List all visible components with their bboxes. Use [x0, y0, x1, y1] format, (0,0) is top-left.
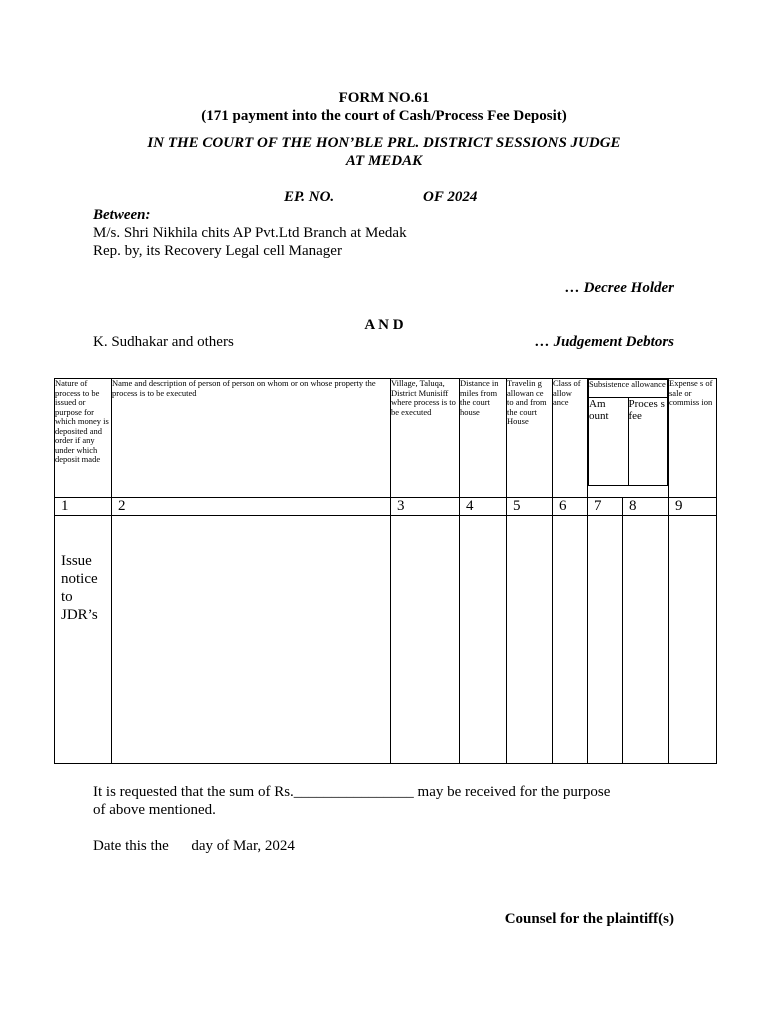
- court-title-line1: IN THE COURT OF THE HON’BLE PRL. DISTRICT SESSIONS JUDGE: [147, 135, 621, 151]
- column-number: 2: [112, 498, 391, 516]
- request-text-line2: of above mentioned.: [93, 802, 216, 818]
- header-person-description: Name and description of person of person on whom or on whose property the process is to be executed: [112, 379, 391, 498]
- column-number: 9: [669, 498, 717, 516]
- column-number: 7: [588, 498, 623, 516]
- header-village-taluqa: Village, Taluqa, District Munisiff where process is to be executed: [391, 379, 460, 498]
- decree-holder-representative: Rep. by, its Recovery Legal cell Manager: [93, 243, 342, 259]
- and-separator: A N D: [364, 317, 404, 333]
- request-text-line1: It is requested that the sum of Rs.________________ may be received for the purpose: [93, 784, 611, 800]
- ep-number-label: EP. NO.: [284, 189, 335, 205]
- date-line: Date this the day of Mar, 2024: [93, 838, 295, 854]
- table-cell: [391, 516, 460, 764]
- column-number: 8: [623, 498, 669, 516]
- court-title-line2: AT MEDAK: [345, 153, 423, 169]
- process-nature-cell: Issue notice to JDR’s: [55, 516, 112, 764]
- column-number: 5: [507, 498, 553, 516]
- header-distance: Distance in miles from the court house: [460, 379, 507, 498]
- table-cell: [669, 516, 717, 764]
- judgement-debtor-name: K. Sudhakar and others: [93, 334, 234, 350]
- table-cell: [112, 516, 391, 764]
- between-label: Between:: [93, 207, 151, 223]
- judgement-debtors-label: … Judgement Debtors: [534, 334, 674, 350]
- column-number: 4: [460, 498, 507, 516]
- column-number: 1: [55, 498, 112, 516]
- header-class-of-allowance: Class of allow ance: [553, 379, 588, 498]
- ep-year: OF 2024: [423, 189, 478, 205]
- decree-holder-label: … Decree Holder: [564, 280, 674, 296]
- decree-holder-name: M/s. Shri Nikhila chits AP Pvt.Ltd Branch at Medak: [93, 225, 407, 241]
- column-number: 6: [553, 498, 588, 516]
- header-travelling-allowance: Travelin g allowan ce to and from the court House: [507, 379, 553, 498]
- header-subsistence-allowance-group: [588, 379, 669, 498]
- column-number: 3: [391, 498, 460, 516]
- table-cell: [588, 516, 623, 764]
- table-cell: [507, 516, 553, 764]
- counsel-signature-label: Counsel for the plaintiff(s): [504, 911, 674, 927]
- header-process-fee: Proces s fee: [628, 398, 668, 486]
- header-expenses-of-sale: Expense s of sale or commiss ion: [669, 379, 717, 498]
- table-cell: [460, 516, 507, 764]
- form-subtitle: (171 payment into the court of Cash/Process Fee Deposit): [201, 108, 567, 124]
- table-cell: [553, 516, 588, 764]
- deposit-form-table: [54, 378, 717, 764]
- form-number: FORM NO.61: [338, 90, 430, 106]
- header-amount: Am ount: [589, 398, 629, 486]
- header-nature-of-process: Nature of process to be issued or purpose for which money is deposited and order if any under which deposit made: [55, 379, 112, 498]
- header-subsistence-allowance: Subsistence allowance: [589, 380, 668, 398]
- table-number-row: [55, 498, 717, 516]
- table-row: [55, 516, 717, 764]
- table-header-row: [55, 379, 717, 498]
- table-cell: [623, 516, 669, 764]
